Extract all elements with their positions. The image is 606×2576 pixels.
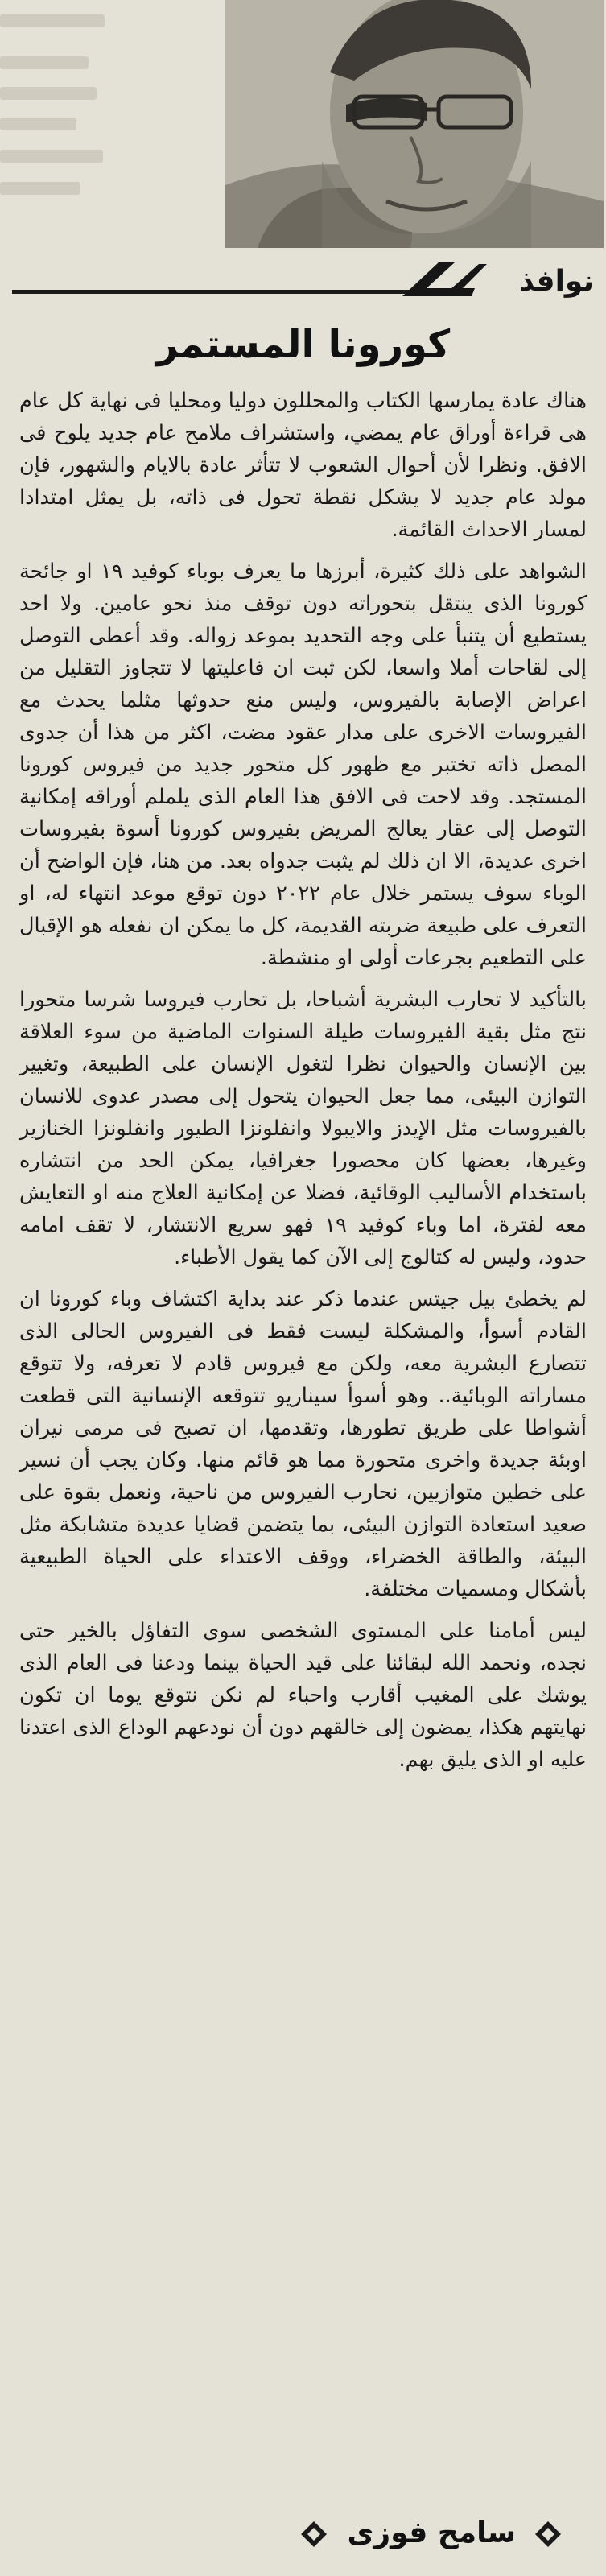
bleed-line — [0, 118, 76, 130]
article-paragraph: لم يخطئ بيل جيتس عندما ذكر عند بداية اكتشاف وباء كورونا ان القادم أسوأ، والمشكلة ليست فقط فى الفيروس الحالى الذى تتصارع البشرية معه، ولكن مع فيروس قادم لا تعرفه، ولا تتوقع مساراته الوبائية.. وهو أسوأ سيناريو تتوقعه الإنسانية التى قطعت أشواطا على طريق تطورها، وتقدمها، ان تصبح فى مرمى نيران اوبئة جديدة واخرى متحورة مما هو قائم منها. وكان يجب أن نسير على خطين متوازيين، نحارب الفيروس من ناحية، ونعمل بقوة على صعيد استعادة التوازن البيئى، بما يتضمن قضايا عديدة متشابكة مثل البيئة، والطاقة الخضراء، ووقف الاعتداء على الحياة الطبيعية بأشكال ومسميات مختلفة. — [19, 1287, 587, 1601]
author-name: سامح فوزى — [347, 2516, 516, 2549]
byline-ornament-icon — [298, 2518, 330, 2550]
bleed-line — [0, 56, 89, 69]
adjacent-column-bleed — [0, 0, 121, 242]
byline — [0, 2510, 606, 2557]
bleed-line — [0, 87, 97, 100]
column-logo-mark-icon — [394, 256, 491, 304]
byline-ornament-icon — [532, 2518, 564, 2550]
article-paragraph: بالتأكيد لا تحارب البشرية أشباحا، بل تحارب فيروسا شرسا متحورا نتج مثل بقية الفيروسات طيلة السنوات الماضية من سوء العلاقة بين الإنسان والحيوان نظرا لتغول الإنسان على الطبيعة، وتغيير التوازن البيئى، مما جعل الحيوان يتحول إلى مصدر عدوى للانسان بالفيروسات مثل الإيدز والايبولا وانفلونزا الطيور وانفلونزا الخنازير وغيرها، بعضها كان محصورا جغرافيا، يمكن الحد من انتشاره باستخدام الأساليب الوقائية، فضلا عن إمكانية العلاج منه او التعايش معه لفترة، اما وباء كوفيد ١٩ فهو سريع الانتشار، لا تقف امامه حدود، وليس له كتالوج إلى الآن كما يقول الأطباء. — [19, 988, 587, 1269]
portrait-photo-icon — [225, 0, 604, 248]
bleed-line — [0, 14, 105, 27]
author-portrait-photo — [225, 0, 604, 248]
article-headline: كورونا المستمر — [155, 322, 451, 367]
bleed-line — [0, 182, 80, 195]
column-name: نوافذ — [519, 265, 594, 298]
bleed-line — [0, 150, 103, 163]
article-paragraph: ليس أمامنا على المستوى الشخصى سوى التفاؤل بالخير حتى نجده، ونحمد الله لبقائنا على قيد الحياة بينما ودعنا فى العام الذى يوشك على المغيب أقارب واحباء لم نكن نتوقع يوما ان تكون نهايتهم هكذا، يمضون إلى خالقهم دون أن نودعهم الوداع الذى اعتدنا عليه او الذى يليق بهم. — [19, 1619, 587, 1772]
article-paragraph: هناك عادة يمارسها الكتاب والمحللون دوليا ومحليا فى نهاية كل عام هى قراءة أوراق عام يمضي، واستشراف ملامح عام جديد يلوح فى الافق. ونظرا لأن أحوال الشعوب لا تتأثر عادة بالايام والشهور، فإن مولد عام جديد لا يشكل نقطة تحول فى ذاته، بل يمثل امتدادا لمسار الاحداث القائمة. — [19, 389, 587, 542]
column-logo — [0, 256, 606, 304]
article-paragraph: الشواهد على ذلك كثيرة، أبرزها ما يعرف بوباء كوفيد ١٩ او جائحة كورونا الذى ينتقل بتحوراته دون توقف منذ نحو عامين. ولا احد يستطيع أن يتنبأ على وجه التحديد بموعد زواله. وقد أعطى التوصل إلى لقاحات أملا واسعا، لكن ثبت ان فاعليتها لا تتجاوز التقليل من اعراض الإصابة بالفيروس، وليس منع حدوثها مثلما يحدث مع الفيروسات الاخرى على مدار عقود مضت، اكثر من هذا أن جدوى المصل ذاته تختبر مع ظهور كل متحور جديد من فيروس كورونا المستجد. وقد لاحت فى الافق هذا العام الذى يلملم أوراقه إمكانية التوصل إلى عقار يعالج المريض بفيروس كورونا أسوة بفيروسات اخرى عديدة، الا ان ذلك لم يثبت جدواه بعد. من هنا، فإن الواضح أن الوباء سوف يستمر خلال عام ٢٠٢٢ دون توقع موعد انتهاء له، او التعرف على طبيعة ضربته القديمة، كل ما يمكن ان نفعله هو الإقبال على التطعيم بجرعات أولى او منشطة. — [19, 559, 587, 970]
article-body — [19, 385, 587, 1785]
